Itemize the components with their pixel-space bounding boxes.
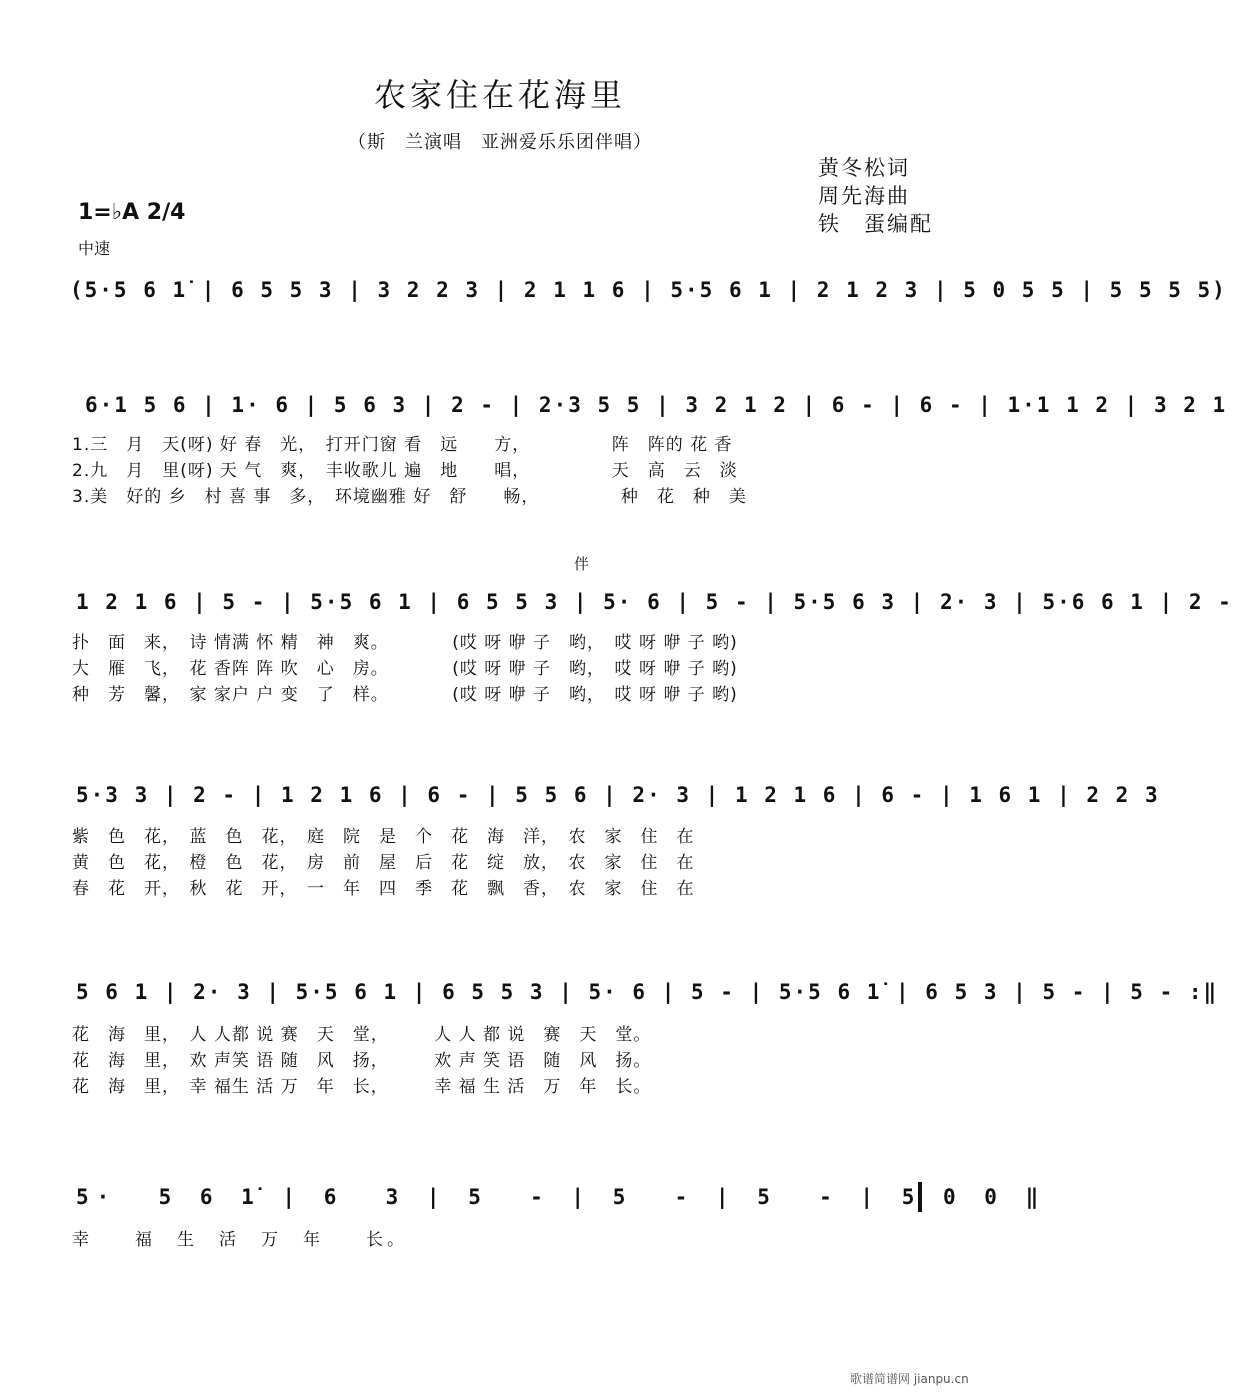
system-3-verse-3: 种 芳 馨， 家 家户 户 变 了 样。 (哎 呀 咿 子 哟， 哎 呀 咿 子 哟) (72, 685, 738, 705)
arranger-credit: 铁 蛋编配 (818, 212, 933, 236)
system-4-verse-2: 黄 色 花， 橙 色 花， 房 前 屋 后 花 绽 放， 农 家 住 在 (72, 853, 695, 873)
system-2-verse-2: 2.九 月 里(呀) 天 气 爽， 丰收歌儿 遍 地 唱， 天 高 云 淡 (72, 461, 738, 481)
system-4-verse-1: 紫 色 花， 蓝 色 花， 庭 院 是 个 花 海 洋， 农 家 住 在 (72, 827, 695, 847)
coda-notes: 5· 5 6 1̇ | 6 3 | 5 - | 5 - | 5 - | 5 0 0 ‖ (76, 1185, 1047, 1209)
key-signature: 1=♭A 2/4 (78, 200, 186, 225)
tempo-marking: 中速 (78, 239, 111, 258)
system-5-verse-3: 花 海 里， 幸 福生 活 万 年 长， 幸 福 生 活 万 年 长。 (72, 1077, 652, 1097)
lyricist-credit: 黄冬松词 (818, 156, 910, 180)
page-title: 农家住在花海里 (373, 76, 626, 114)
system-3-notes: 1 2 1 6 | 5 - | 5·5 6 1 | 6 5 5 3 | 5· 6 | 5 - | 5·5 6 3 | 2· 3 | 5·6 6 1 | 2 - (76, 590, 1233, 614)
system-5-notes: 5 6 1 | 2· 3 | 5·5 6 1 | 6 5 5 3 | 5· 6 | 5 - | 5·5 6 1̇ | 6 5 3 | 5 - | 5 - :‖ (76, 980, 1219, 1004)
system-3-verse-2: 大 雁 飞， 花 香阵 阵 吹 心 房。 (哎 呀 咿 子 哟， 哎 呀 咿 子 哟) (72, 659, 738, 679)
accompaniment-mark: 伴 (574, 555, 590, 573)
site-watermark: 歌谱简谱网 jianpu.cn (850, 1372, 969, 1386)
final-barline (918, 1182, 922, 1212)
system-2-notes: 6·1 5 6 | 1· 6 | 5 6 3 | 2 - | 2·3 5 5 | 3 2 1 2 | 6 - | 6 - | 1·1 1 2 | 3 2 1 (85, 393, 1228, 417)
system-2-verse-3: 3.美 好的 乡 村 喜 事 多， 环境幽雅 好 舒 畅， 种 花 种 美 (72, 487, 747, 507)
system-4-verse-3: 春 花 开， 秋 花 开， 一 年 四 季 花 飘 香， 农 家 住 在 (72, 879, 695, 899)
composer-credit: 周先海曲 (818, 184, 910, 208)
intro-notes: (5·5 6 1̇ | 6 5 5 3 | 3 2 2 3 | 2 1 1 6 | 5·5 6 1 | 2 1 2 3 | 5 0 5 5 | 5 5 5 5) (70, 278, 1227, 302)
system-4-notes: 5·3 3 | 2 - | 1 2 1 6 | 6 - | 5 5 6 | 2· 3 | 1 2 1 6 | 6 - | 1 6 1 | 2 2 3 (76, 783, 1160, 807)
system-2-verse-1: 1.三 月 天(呀) 好 春 光， 打开门窗 看 远 方， 阵 阵的 花 香 (72, 435, 733, 455)
system-5-verse-2: 花 海 里， 欢 声笑 语 随 风 扬， 欢 声 笑 语 随 风 扬。 (72, 1051, 652, 1071)
system-3-verse-1: 扑 面 来， 诗 情满 怀 精 神 爽。 (哎 呀 咿 子 哟， 哎 呀 咿 子 哟) (72, 633, 738, 653)
system-5-verse-1: 花 海 里， 人 人都 说 赛 天 堂， 人 人 都 说 赛 天 堂。 (72, 1025, 652, 1045)
performer-subtitle: （斯 兰演唱 亚洲爱乐乐团伴唱） (348, 132, 652, 153)
coda-lyrics: 幸 福 生 活 万 年 长。 (72, 1230, 408, 1250)
